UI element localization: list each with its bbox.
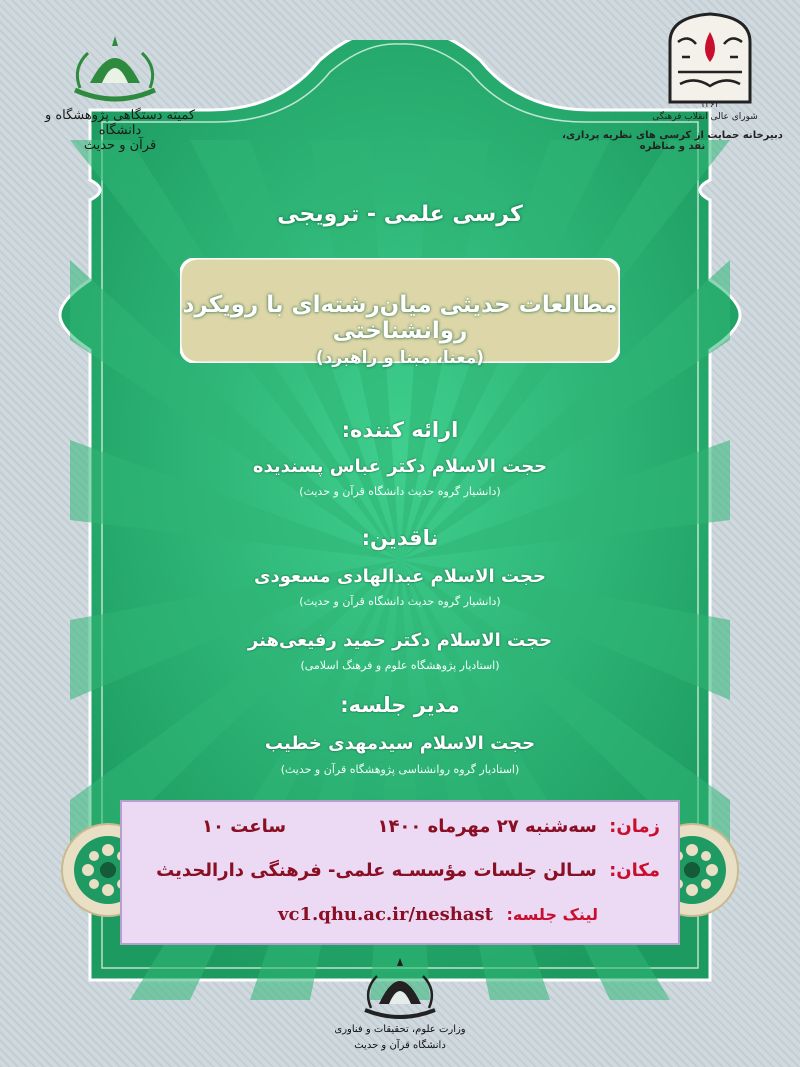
moderator-name: حجت الاسلام سیدمهدی خطیب bbox=[264, 733, 536, 754]
hour-value: ساعت ۱۰ bbox=[202, 816, 287, 837]
left-logo-line2: قرآن و حدیث bbox=[83, 138, 157, 153]
place-row bbox=[156, 860, 660, 881]
critics-heading: ناقدین: bbox=[361, 526, 439, 550]
presenter-heading: ارائه کننده: bbox=[341, 418, 459, 442]
meeting-link[interactable]: vc1.qhu.ac.ir/neshast bbox=[278, 904, 493, 925]
moderator-heading: مدیر جلسه: bbox=[340, 693, 460, 717]
title-banner-content bbox=[180, 258, 620, 368]
footer-logo-line1: وزارت علوم، تحقیقات و فناوری bbox=[334, 1024, 466, 1035]
cultural-council-calligraphy-logo-icon bbox=[660, 12, 760, 104]
right-logo-caption1: شورای عالی انقلاب فرهنگی bbox=[652, 112, 758, 122]
time-label: زمان: bbox=[609, 816, 660, 837]
critic-affiliation: (دانشیار گروه حدیث دانشگاه قرآن و حدیث) bbox=[299, 595, 501, 608]
event-subtitle: (معنا، مبنا و راهبرد) bbox=[315, 348, 485, 368]
moderator-affiliation: (استادیار گروه روانشناسی پژوهشگاه قرآن و حدیث) bbox=[280, 763, 520, 776]
qhu-committee-logo-icon bbox=[60, 28, 170, 108]
presenter-affiliation: (دانشیار گروه حدیث دانشگاه قرآن و حدیث) bbox=[299, 485, 501, 498]
link-row bbox=[278, 904, 598, 925]
left-logo-line1: کمیته دستگاهی پژوهشگاه و دانشگاه bbox=[44, 108, 196, 138]
right-logo-caption2: دبیرخانه حمایت از کرسی های نظریه پردازی، نقد و مناظره bbox=[562, 130, 783, 152]
right-logo-year: ۱۳۶۳ bbox=[700, 100, 720, 110]
link-label: لینک جلسه: bbox=[506, 905, 598, 924]
time-value: سه‌شنبه ۲۷ مهرماه ۱۴۰۰ bbox=[377, 816, 597, 837]
event-series: کرسی علمی - ترویجی bbox=[277, 202, 523, 227]
critic-name: حجت الاسلام عبدالهادی مسعودی bbox=[254, 566, 546, 587]
place-value: سـالن جلسات مؤسسـه علمی- فرهنگی دارالحدیث bbox=[156, 860, 597, 881]
time-row bbox=[377, 816, 660, 837]
critic-affiliation: (استادیار پژوهشگاه علوم و فرهنگ اسلامی) bbox=[300, 659, 500, 672]
university-footer-logo-icon bbox=[355, 952, 445, 1022]
place-label: مکان: bbox=[609, 860, 660, 881]
footer-logo-line2: دانشگاه قرآن و حدیث bbox=[354, 1040, 446, 1051]
critic-name: حجت الاسلام دکتر حمید رفیعی‌هنر bbox=[247, 630, 553, 651]
presenter-name: حجت الاسلام دکتر عباس پسندیده bbox=[252, 456, 548, 477]
event-title: مطالعات حدیثی میان‌رشته‌ای با رویکرد روانشناختی bbox=[182, 292, 618, 344]
event-details-box bbox=[120, 800, 680, 945]
